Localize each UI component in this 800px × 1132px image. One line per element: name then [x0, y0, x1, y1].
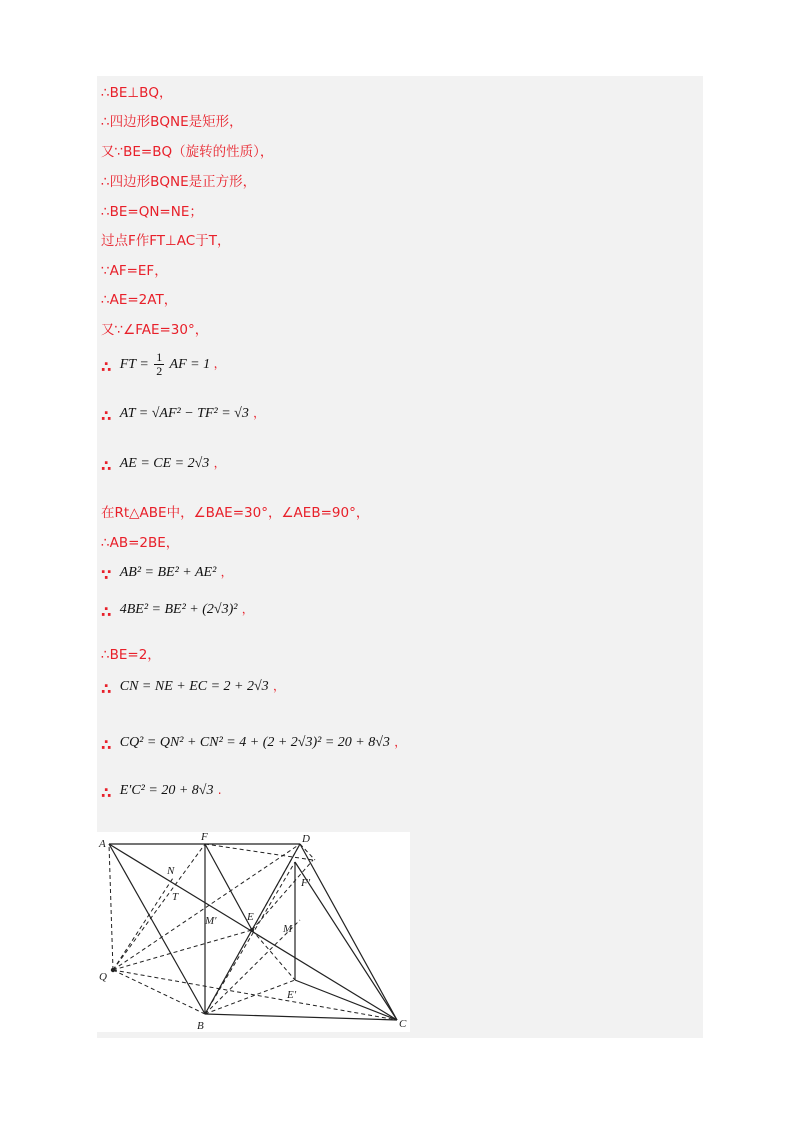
formula: 4BE² = BE² + (2√3)² — [119, 602, 238, 617]
solution-line: ∴BE=2， — [101, 647, 161, 663]
formula-line — [101, 404, 265, 425]
dashed-QE — [113, 930, 252, 970]
label-D: D — [302, 833, 310, 845]
label-E: E — [247, 911, 254, 923]
formula-tail: ， — [213, 456, 226, 470]
solution-line: ∴AB=2BE， — [101, 535, 180, 551]
label-A: A — [99, 838, 106, 850]
label-T: T — [172, 891, 179, 903]
therefore-symbol: ∴ — [101, 357, 112, 376]
label-B: B — [197, 1020, 204, 1032]
label-M: M — [283, 923, 293, 935]
dashed-QF — [113, 844, 205, 970]
formula — [119, 350, 214, 378]
formula: AT = √AF² − TF² = √3 — [119, 406, 249, 421]
formula-tail: ， — [272, 679, 285, 693]
fraction-numerator: 1 — [156, 350, 163, 364]
formula-line — [101, 677, 285, 698]
dashed-QA — [109, 844, 113, 970]
solution-line: 在Rt△ABE中，∠BAE=30°，∠AEB=90°， — [101, 505, 370, 521]
point-Q — [111, 968, 115, 972]
formula-tail: . — [217, 783, 222, 797]
dashed-EEp — [252, 930, 295, 980]
solution-line: 又∵BE=BQ（旋转的性质）， — [101, 144, 274, 160]
fraction-denominator: 2 — [156, 364, 163, 378]
formula-line — [101, 781, 222, 802]
segment-AC — [109, 844, 397, 1020]
label-Q: Q — [99, 971, 107, 983]
formula-line — [101, 351, 226, 378]
formula: CQ² = QN² + CN² = 4 + (2 + 2√3)² = 20 + 8√3 — [119, 735, 390, 750]
dashed-FFp — [205, 844, 313, 860]
label-N: N — [167, 865, 175, 877]
solution-line: 又∵∠FAE=30°， — [101, 322, 209, 338]
label-F: F — [201, 832, 208, 843]
solution-line: ∴BE=QN=NE； — [101, 204, 203, 220]
segment-DC — [300, 844, 397, 1020]
dashed-QB — [113, 970, 205, 1014]
formula-tail: ， — [213, 356, 226, 371]
formula: CN = NE + EC = 2 + 2√3 — [119, 679, 269, 694]
fraction — [154, 351, 164, 378]
solution-line: 过点F作FT⊥AC于T， — [101, 233, 231, 249]
formula-line — [101, 733, 406, 754]
solution-line: ∵AF=EF， — [101, 263, 168, 279]
therefore-symbol: ∴ — [101, 457, 112, 475]
therefore-symbol: ∴ — [101, 603, 112, 621]
therefore-symbol: ∴ — [101, 784, 112, 802]
dashed-QC — [113, 970, 397, 1020]
label-C: C — [399, 1018, 407, 1030]
formula-lhs: FT = — [119, 356, 149, 372]
geometry-figure — [97, 832, 410, 1032]
formula: AE = CE = 2√3 — [119, 456, 210, 471]
formula-line — [101, 454, 226, 475]
segment-EpC — [295, 980, 397, 1020]
segment-AB — [109, 844, 205, 1014]
solution-line: ∴AE=2AT， — [101, 292, 178, 308]
solution-line: ∴四边形BQNE是矩形， — [101, 114, 243, 130]
formula-tail: ， — [253, 406, 266, 420]
formula-tail: ， — [241, 602, 254, 616]
solution-line: ∴四边形BQNE是正方形， — [101, 174, 257, 190]
dashed-QN — [113, 878, 173, 970]
formula-tail: ， — [394, 735, 407, 749]
therefore-symbol: ∴ — [101, 680, 112, 698]
formula-rhs: AF = 1 — [169, 356, 211, 372]
label-Fprime: F′ — [301, 877, 311, 889]
formula-line — [101, 563, 233, 584]
segment-FpC — [295, 862, 397, 1020]
point-E — [250, 928, 254, 932]
therefore-symbol: ∴ — [101, 736, 112, 754]
formula-tail: ， — [220, 565, 233, 579]
geometry-diagram — [97, 832, 410, 1032]
dashed-BEp — [205, 980, 295, 1014]
formula: AB² = BE² + AE² — [119, 565, 217, 580]
formula: E′C² = 20 + 8√3 — [119, 783, 214, 798]
therefore-symbol: ∴ — [101, 407, 112, 425]
formula-line — [101, 600, 254, 621]
because-symbol: ∵ — [101, 566, 112, 584]
label-Eprime: E′ — [287, 989, 297, 1001]
label-Mprime: M′ — [205, 915, 217, 927]
solution-line: ∴BE⊥BQ， — [101, 85, 173, 101]
